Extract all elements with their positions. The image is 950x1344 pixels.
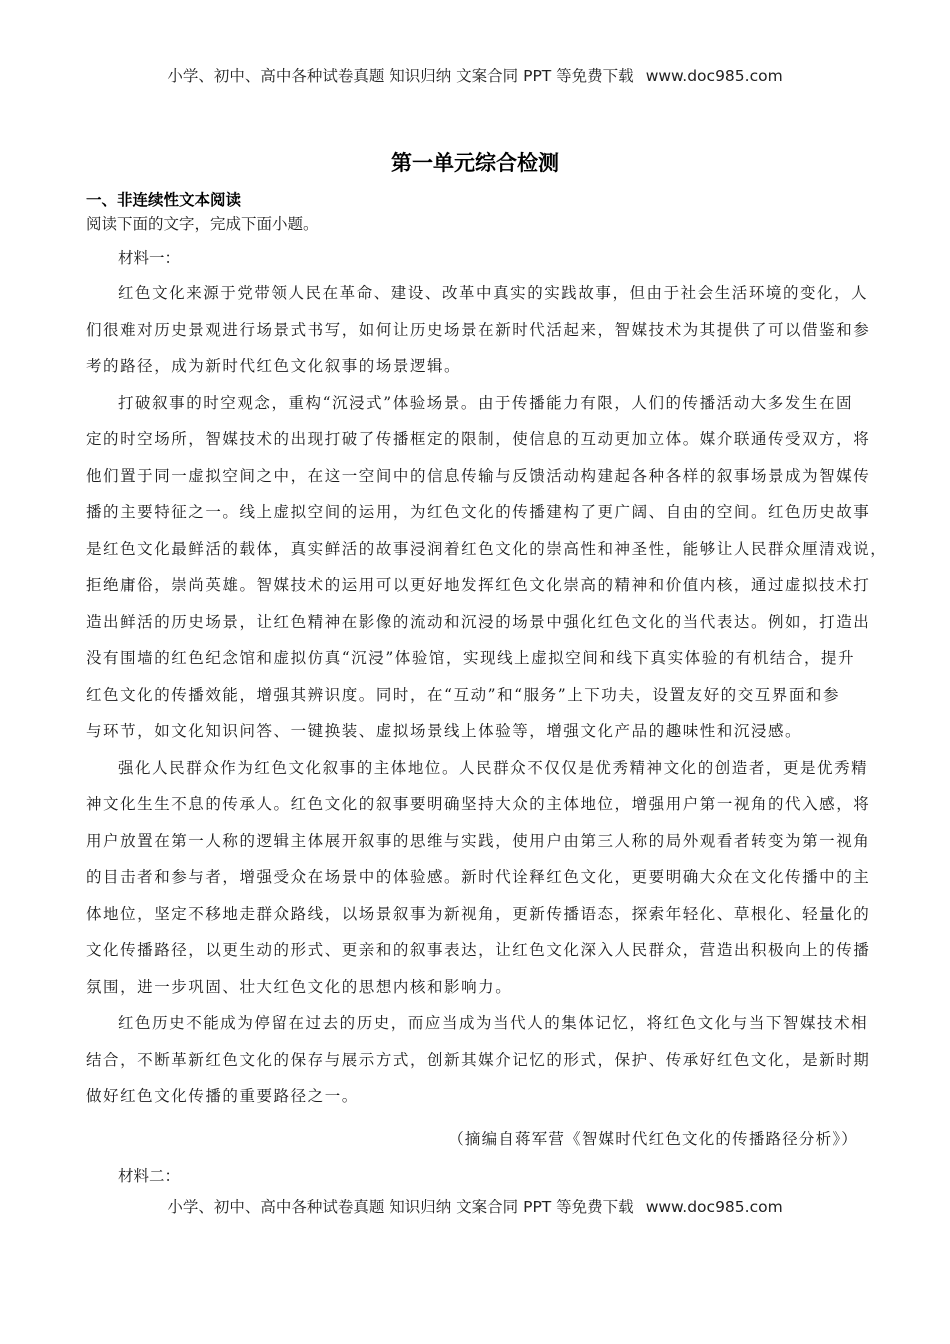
material-one-label: 材料一： (118, 249, 181, 267)
document-title: 第一单元综合检测 (391, 151, 559, 175)
text-line: 是红色文化最鲜活的载体，真实鲜活的故事浸润着红色文化的崇高性和神圣性，能够让人民群众厘清戏说， (86, 539, 888, 558)
text-line: 拒绝庸俗，崇尚英雄。智媒技术的运用可以更好地发挥红色文化崇高的精神和价值内核，通过虚拟技术打 (86, 576, 871, 594)
text-line: 神文化生生不息的传承人。红色文化的叙事要明确坚持大众的主体地位，增强用户第一视角的代入感，将 (86, 795, 871, 813)
text-line: 用户放置在第一人称的逻辑主体展开叙事的思维与实践，使用户由第三人称的局外观看者转变为第一视角 (86, 831, 871, 850)
text-line: 氛围，进一步巩固、壮大红色文化的思想内核和影响力。 (86, 977, 513, 996)
text-line: 他们置于同一虚拟空间之中，在这一空间中的信息传输与反馈活动构建起各种各样的叙事场景成为智媒传 (86, 466, 871, 485)
footer-text: 小学、初中、高中各种试卷真题 知识归纳 文案合同 PPT 等免费下载 (167, 1198, 634, 1216)
text-line: 播的主要特征之一。线上虚拟空间的运用，为红色文化的传播建构了更广阔、自由的空间。红色历史故事 (86, 503, 871, 521)
section-heading: 一、非连续性文本阅读 (86, 191, 242, 209)
text-line: 强化人民群众作为红色文化叙事的主体地位。人民群众不仅仅是优秀精神文化的创造者，更是优秀精 (118, 758, 869, 777)
text-line: 定的时空场所，智媒技术的出现打破了传播框定的限制，使信息的互动更加立体。媒介联通传受双方，将 (86, 430, 871, 448)
material-one-body (86, 282, 888, 1122)
header-text: 小学、初中、高中各种试卷真题 知识归纳 文案合同 PPT 等免费下载 (167, 67, 634, 85)
footer-url-link[interactable]: www.doc985.com (645, 1198, 783, 1216)
text-line: 文化传播路径，以更生动的形式、更亲和的叙事表达，让红色文化深入人民群众，营造出积极向上的传播 (86, 941, 871, 959)
text-line: 考的路径，成为新时代红色文化叙事的场景逻辑。 (86, 357, 462, 375)
text-line: 造出鲜活的历史场景，让红色精神在影像的流动和沉浸的场景中强化红色文化的当代表达。例如，打造出 (86, 612, 871, 631)
text-line: 红色文化的传播效能，增强其辨识度。同时，在“互动”和“服务”上下功夫，设置友好的交互界面和参 (86, 685, 840, 704)
text-line: 与环节，如文化知识问答、一键换装、虚拟场景线上体验等，增强文化产品的趣味性和沉浸感。 (86, 722, 803, 740)
reading-instruction: 阅读下面的文字，完成下面小题。 (86, 215, 319, 233)
page-footer (0, 1195, 950, 1217)
source-citation: （摘编自蒋军营《智媒时代红色文化的传播路径分析》） (448, 1130, 858, 1148)
text-line: 体地位，坚定不移地走群众路线，以场景叙事为新视角，更新传播语态，探索年轻化、草根化、轻量化的 (86, 904, 871, 923)
text-line: 们很难对历史景观进行场景式书写，如何让历史场景在新时代活起来，智媒技术为其提供了可以借鉴和参 (86, 320, 871, 339)
text-line: 红色文化来源于党带领人民在革命、建设、改革中真实的实践故事，但由于社会生活环境的变化，人 (118, 284, 869, 302)
text-line: 红色历史不能成为停留在过去的历史，而应当成为当代人的集体记忆，将红色文化与当下智媒技术相 (118, 1014, 869, 1032)
header-url-link[interactable]: www.doc985.com (645, 67, 783, 85)
text-line: 没有围墙的红色纪念馆和虚拟仿真“沉浸”体验馆，实现线上虚拟空间和线下真实体验的有机结合，提升 (86, 649, 856, 667)
text-line: 结合，不断革新红色文化的保存与展示方式，创新其媒介记忆的形式，保护、传承好红色文化，是新时期 (86, 1050, 871, 1069)
text-line: 打破叙事的时空观念，重构“沉浸式”体验场景。由于传播能力有限，人们的传播活动大多发生在固 (118, 393, 854, 412)
text-line: 的目击者和参与者，增强受众在场景中的体验感。新时代诠释红色文化，更要明确大众在文化传播中的主 (86, 868, 871, 886)
text-line: 做好红色文化传播的重要路径之一。 (86, 1087, 359, 1105)
material-two-label: 材料二： (118, 1167, 181, 1185)
page-header (0, 64, 950, 86)
